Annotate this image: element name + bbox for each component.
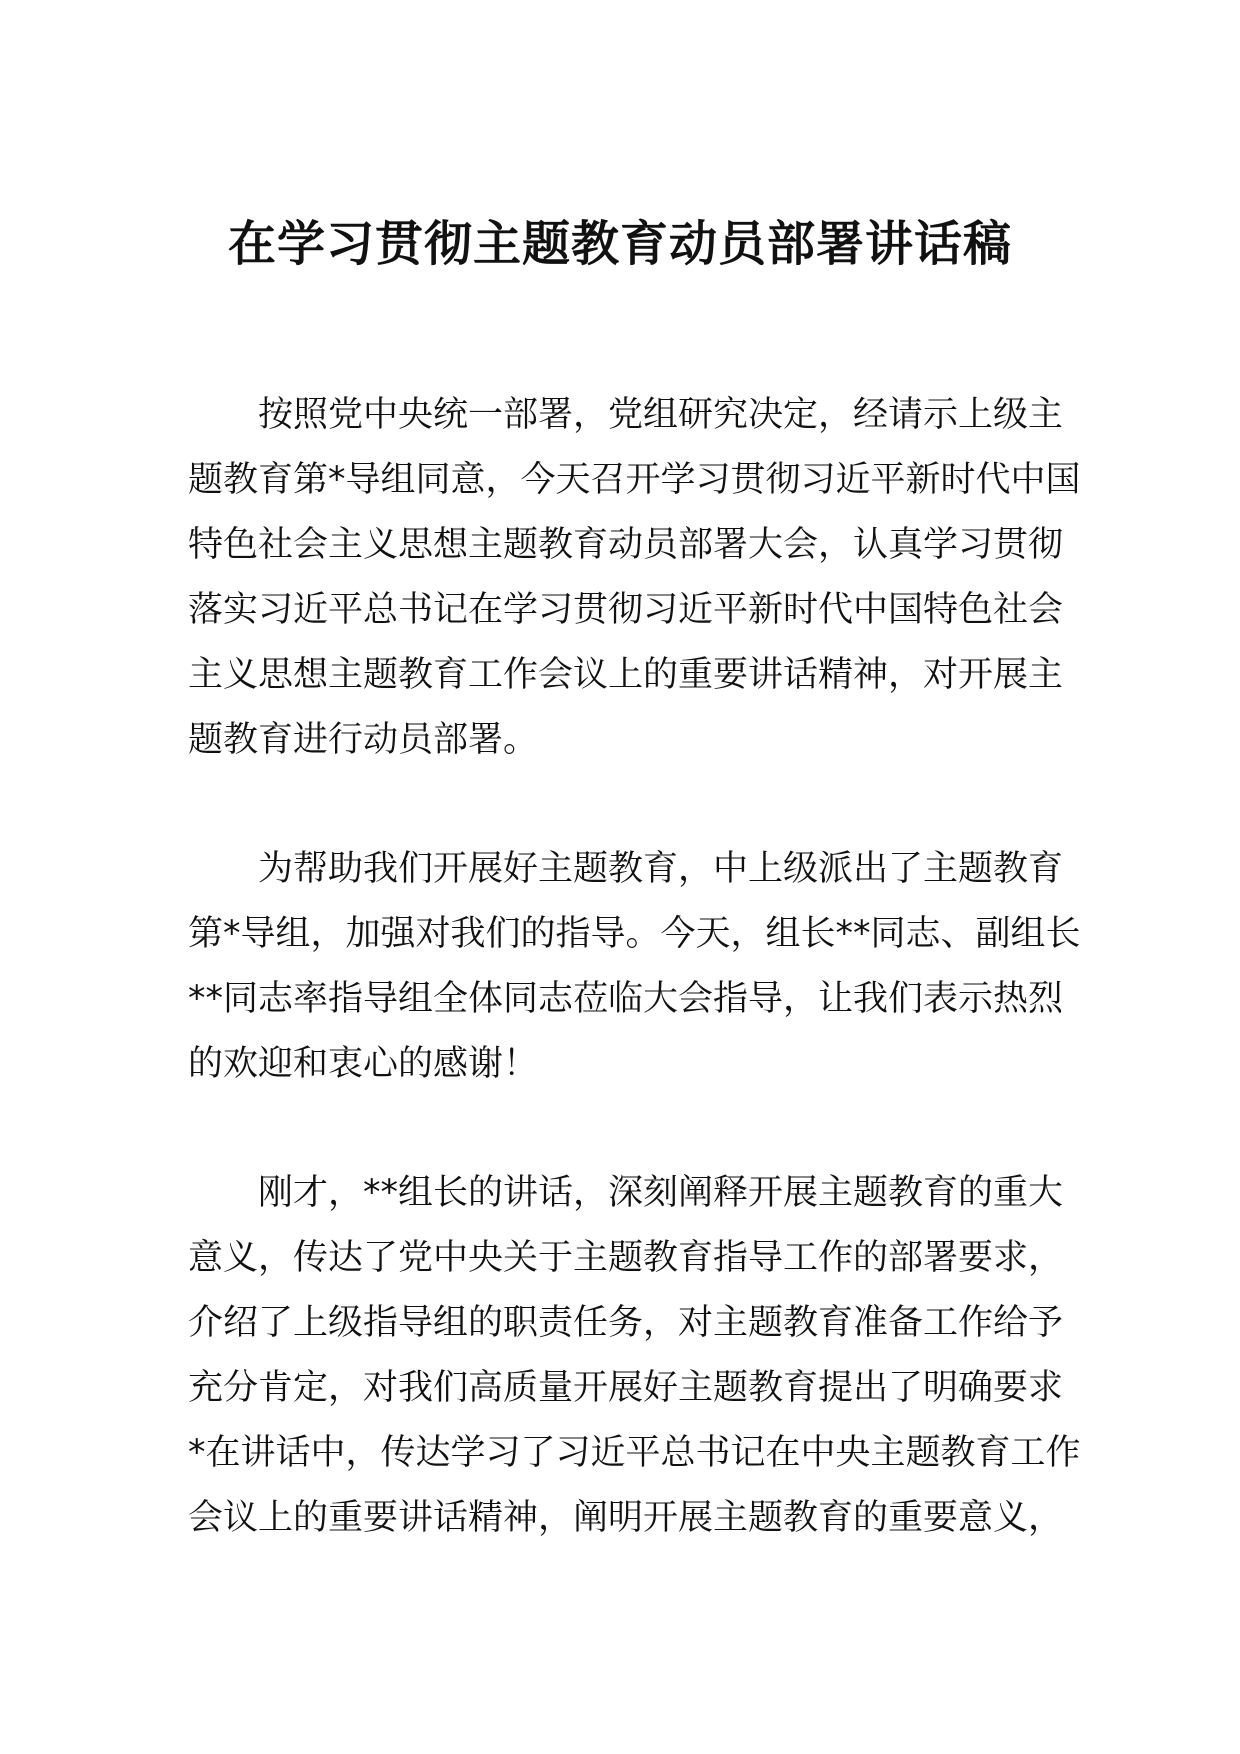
text-line: 主义思想主题教育工作会议上的重要讲话精神，对开展主 — [188, 655, 1064, 695]
text-line: 介绍了上级指导组的职责任务，对主题教育准备工作给予 — [188, 1303, 1064, 1343]
text-line: 会议上的重要讲话精神，阐明开展主题教育的重要意义， — [188, 1498, 1064, 1538]
text-line: 按照党中央统一部署，党组研究决定，经请示上级主 — [258, 395, 1064, 435]
text-line: 意义，传达了党中央关于主题教育指导工作的部署要求， — [188, 1238, 1064, 1278]
text-line: 为帮助我们开展好主题教育，中上级派出了主题教育 — [258, 849, 1064, 889]
text-line: 题教育进行动员部署。 — [188, 720, 539, 760]
text-line: *在讲话中，传达学习了习近平总书记在中央主题教育工作 — [188, 1433, 1081, 1473]
text-line: 充分肯定，对我们高质量开展好主题教育提出了明确要求 — [188, 1368, 1064, 1408]
text-line: 的欢迎和衷心的感谢！ — [188, 1044, 539, 1084]
paragraph-1 — [188, 383, 1081, 773]
text-line: 题教育第*导组同意，今天召开学习贯彻习近平新时代中国 — [188, 460, 1081, 500]
text-line: 刚才，**组长的讲话，深刻阐释开展主题教育的重大 — [258, 1173, 1064, 1213]
text-line: 特色社会主义思想主题教育动员部署大会，认真学习贯彻 — [188, 525, 1064, 565]
text-line: **同志率指导组全体同志莅临大会指导，让我们表示热烈 — [188, 979, 1064, 1019]
text-line: 落实习近平总书记在学习贯彻习近平新时代中国特色社会 — [188, 590, 1064, 630]
paragraph-3 — [188, 1161, 1081, 1551]
document-title: 在学习贯彻主题教育动员部署讲话稿 — [227, 216, 1012, 272]
text-line: 第*导组，加强对我们的指导。今天，组长**同志、副组长 — [188, 914, 1081, 954]
paragraph-2 — [188, 837, 1081, 1097]
